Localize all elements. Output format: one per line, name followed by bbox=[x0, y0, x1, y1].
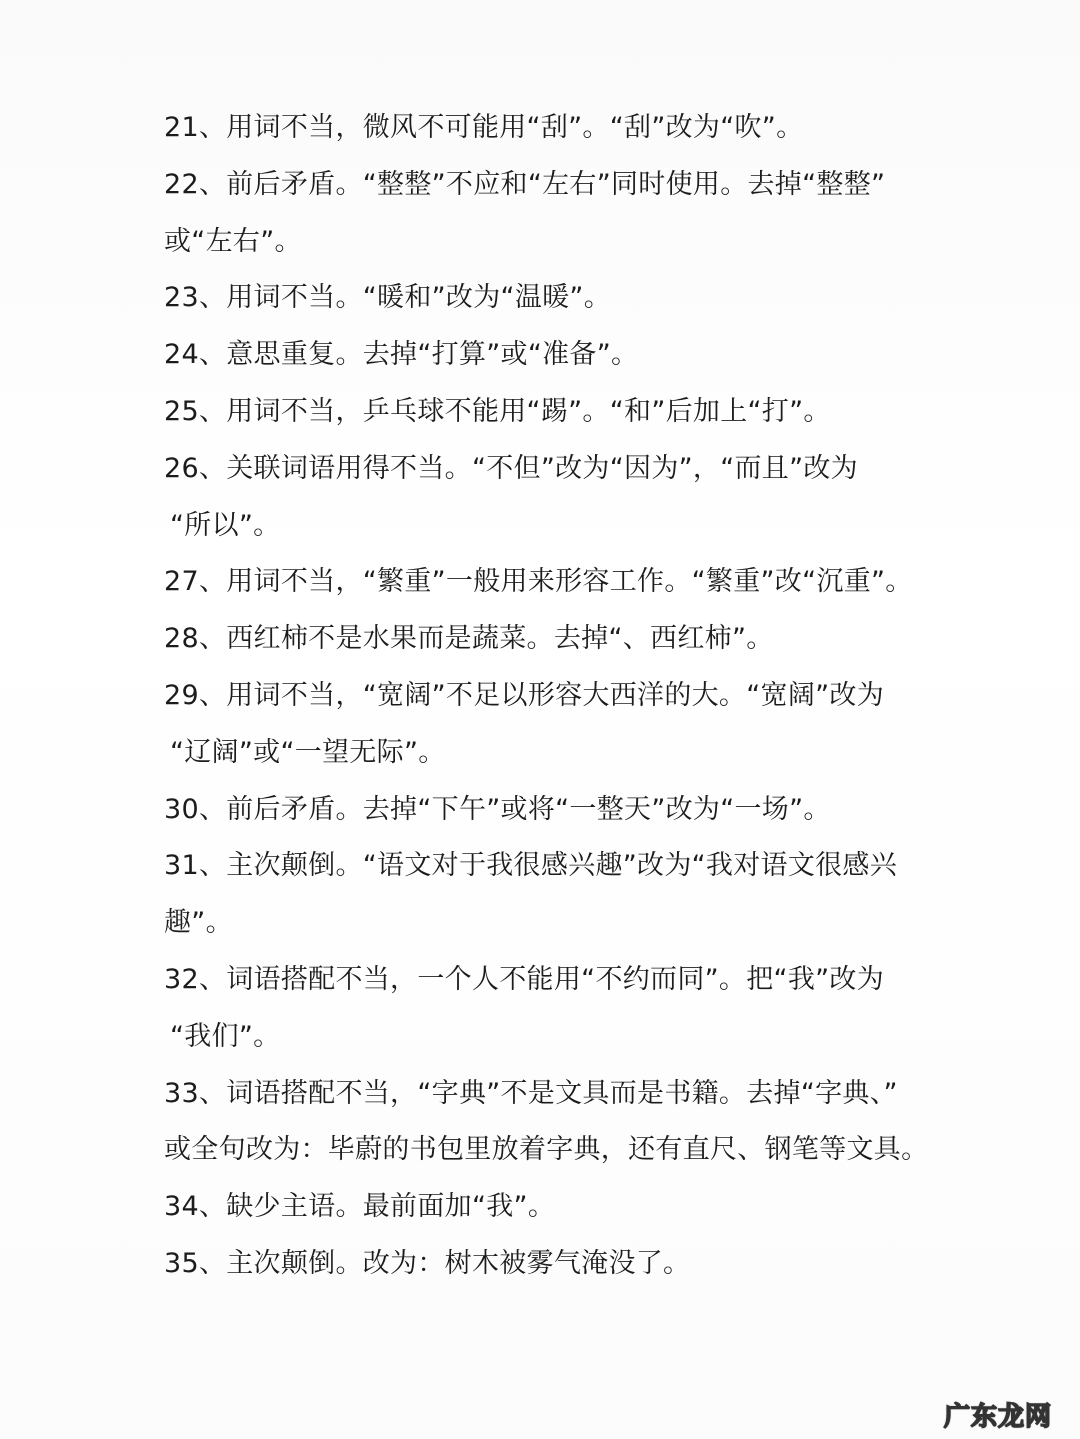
answer-item-32: 32、词语搭配不当，一个人不能用“不约而同”。把“我”改为 bbox=[164, 963, 885, 995]
answer-item-24: 24、意思重复。去掉“打算”或“准备”。 bbox=[164, 339, 639, 371]
answer-item-26: 26、关联词语用得不当。“不但”改为“因为”，“而且”改为 bbox=[164, 452, 858, 484]
answer-item-23: 23、用词不当。“暖和”改为“温暖”。 bbox=[164, 282, 612, 314]
answer-list bbox=[164, 100, 929, 1293]
answer-item-30: 30、前后矛盾。去掉“下午”或将“一整天”改为“一场”。 bbox=[164, 793, 831, 825]
answer-item-29-continuation: “辽阔”或“一望无际”。 bbox=[170, 736, 446, 768]
answer-item-29: 29、用词不当，“宽阔”不足以形容大西洋的大。“宽阔”改为 bbox=[164, 679, 885, 711]
answer-item-32-continuation: “我们”。 bbox=[170, 1020, 281, 1052]
answer-item-34: 34、缺少主语。最前面加“我”。 bbox=[164, 1191, 556, 1223]
answer-item-31: 31、主次颠倒。“语文对于我很感兴趣”改为“我对语文很感兴 bbox=[164, 850, 898, 882]
answer-item-33-continuation: 或全句改为：毕蔚的书包里放着字典，还有直尺、钢笔等文具。 bbox=[164, 1134, 929, 1166]
answer-item-35: 35、主次颠倒。改为：树木被雾气淹没了。 bbox=[164, 1247, 691, 1279]
answer-item-22-continuation: 或“左右”。 bbox=[164, 225, 302, 257]
answer-item-33: 33、词语搭配不当，“字典”不是文具而是书籍。去掉“字典、” bbox=[164, 1077, 898, 1109]
answer-item-27: 27、用词不当，“繁重”一般用来形容工作。“繁重”改“沉重”。 bbox=[164, 566, 913, 598]
answer-item-31-continuation: 趣”。 bbox=[164, 907, 233, 939]
answer-item-26-continuation: “所以”。 bbox=[170, 509, 281, 541]
answer-item-21: 21、用词不当，微风不可能用“刮”。“刮”改为“吹”。 bbox=[164, 112, 804, 143]
answer-item-22: 22、前后矛盾。“整整”不应和“左右”同时使用。去掉“整整” bbox=[164, 168, 886, 200]
answer-item-25: 25、用词不当，乒乓球不能用“踢”。“和”后加上“打”。 bbox=[164, 395, 831, 427]
answer-item-28: 28、西红柿不是水果而是蔬菜。去掉“、西红柿”。 bbox=[164, 623, 774, 655]
site-watermark-logo: 广东龙网 bbox=[944, 1402, 1053, 1432]
